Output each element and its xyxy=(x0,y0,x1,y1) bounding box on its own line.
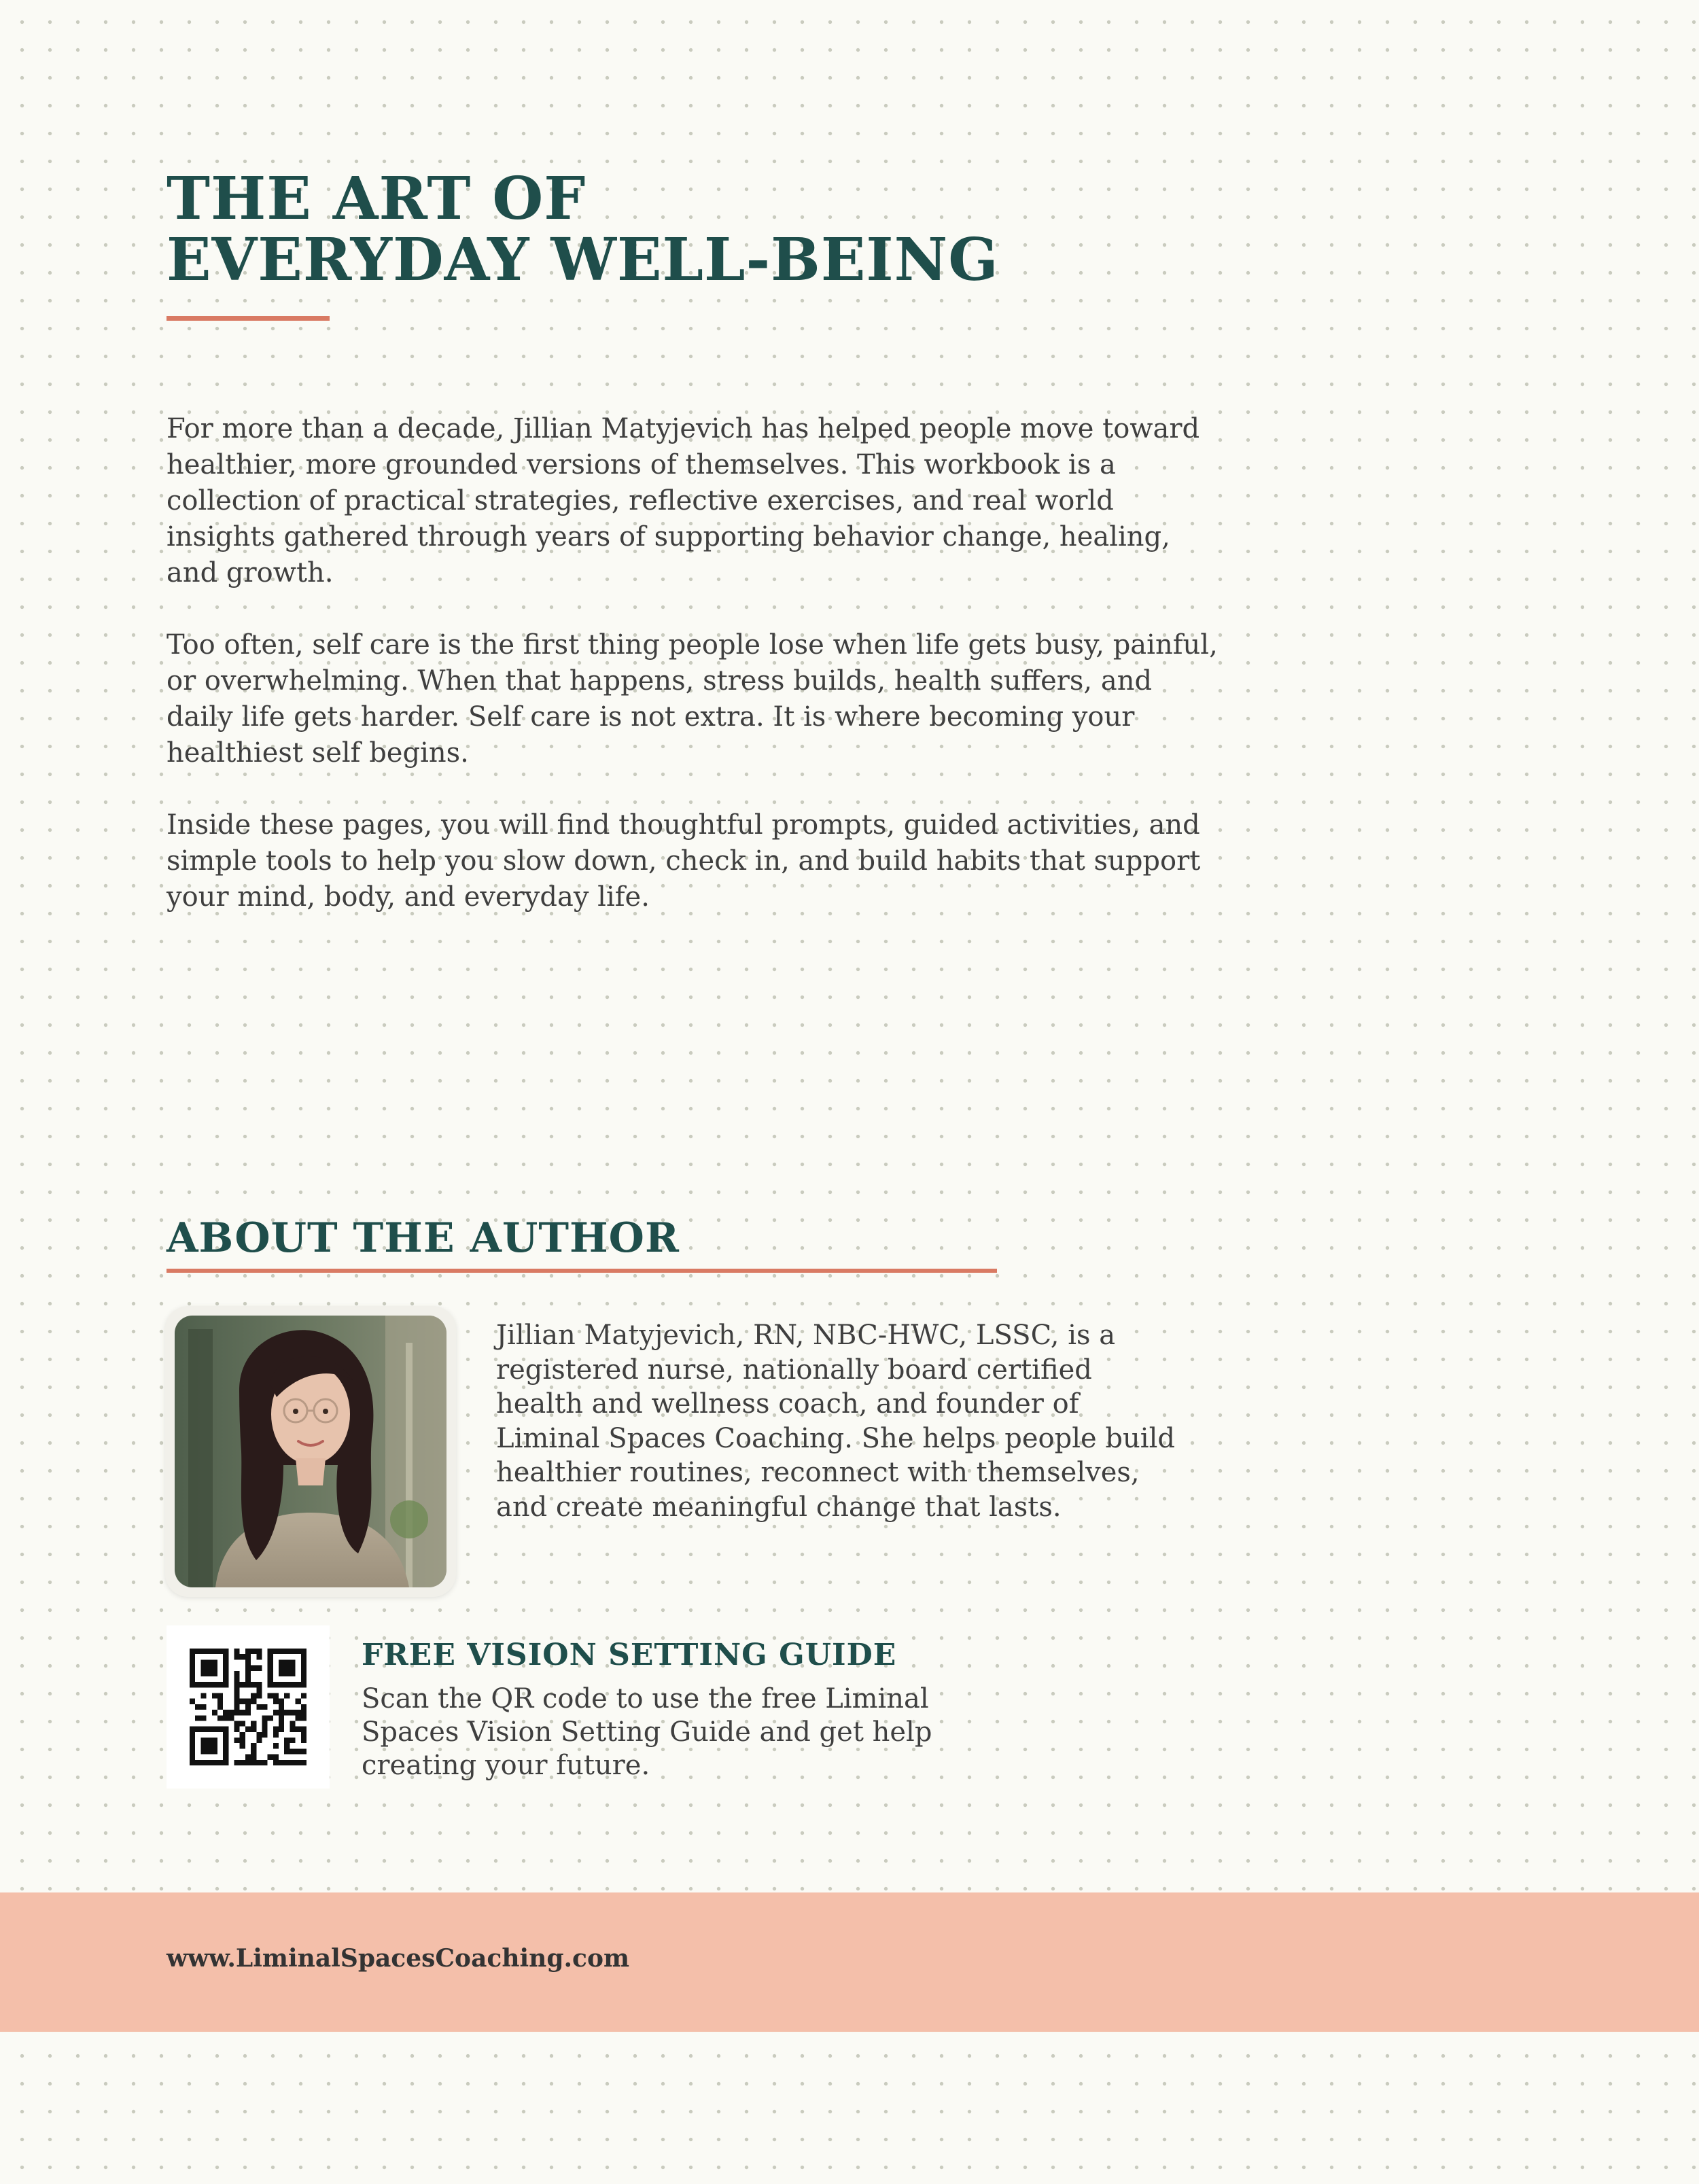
author-bio: Jillian Matyjevich, RN, NBC-HWC, LSSC, is a registered nurse, nationally board certified health and wellness coach, and founder of Liminal Spaces Coaching. She helps people build healthier routines, reconnect with themselves, and create meaningful change that lasts. xyxy=(496,1320,1175,1523)
intro-section xyxy=(167,411,1227,951)
qr-code-icon xyxy=(190,1649,306,1765)
title-line-1: THE ART OF xyxy=(167,164,586,233)
intro-paragraph-2: Too often, self care is the first thing people lose when life gets busy, painful, or overwhelming. When that happens, stress builds, health suffers, and daily life gets harder. Self care is not extra. It is where becoming your healthiest self begins. xyxy=(167,629,1218,769)
intro-paragraph-1: For more than a decade, Jillian Matyjevich has helped people move toward healthier, more grounded versions of themselves. This workbook is a collection of practical strategies, reflective exercises, and real world insights gathered through years of supporting behavior change, healing, and growth. xyxy=(167,413,1200,588)
footer-band xyxy=(0,1892,1699,2032)
title-underline xyxy=(167,316,330,321)
author-photo-frame xyxy=(165,1306,456,1597)
about-author-heading: ABOUT THE AUTHOR xyxy=(167,1214,680,1262)
page-title xyxy=(167,164,999,294)
title-line-2: EVERYDAY WELL-BEING xyxy=(167,226,999,294)
about-author-underline xyxy=(167,1269,997,1273)
website-link[interactable]: www.LiminalSpacesCoaching.com xyxy=(167,1944,630,1973)
qr-code[interactable] xyxy=(167,1625,330,1789)
intro-paragraph-3: Inside these pages, you will find thoughtful prompts, guided activities, and simple tools to help you slow down, check in, and build habits that support your mind, body, and everyday life. xyxy=(167,809,1201,913)
vision-guide-title: FREE VISION SETTING GUIDE xyxy=(362,1638,897,1672)
vision-guide-text: Scan the QR code to use the free Liminal Spaces Vision Setting Guide and get help creating your future. xyxy=(362,1683,932,1781)
author-photo xyxy=(175,1316,446,1587)
author-portrait xyxy=(175,1316,446,1587)
